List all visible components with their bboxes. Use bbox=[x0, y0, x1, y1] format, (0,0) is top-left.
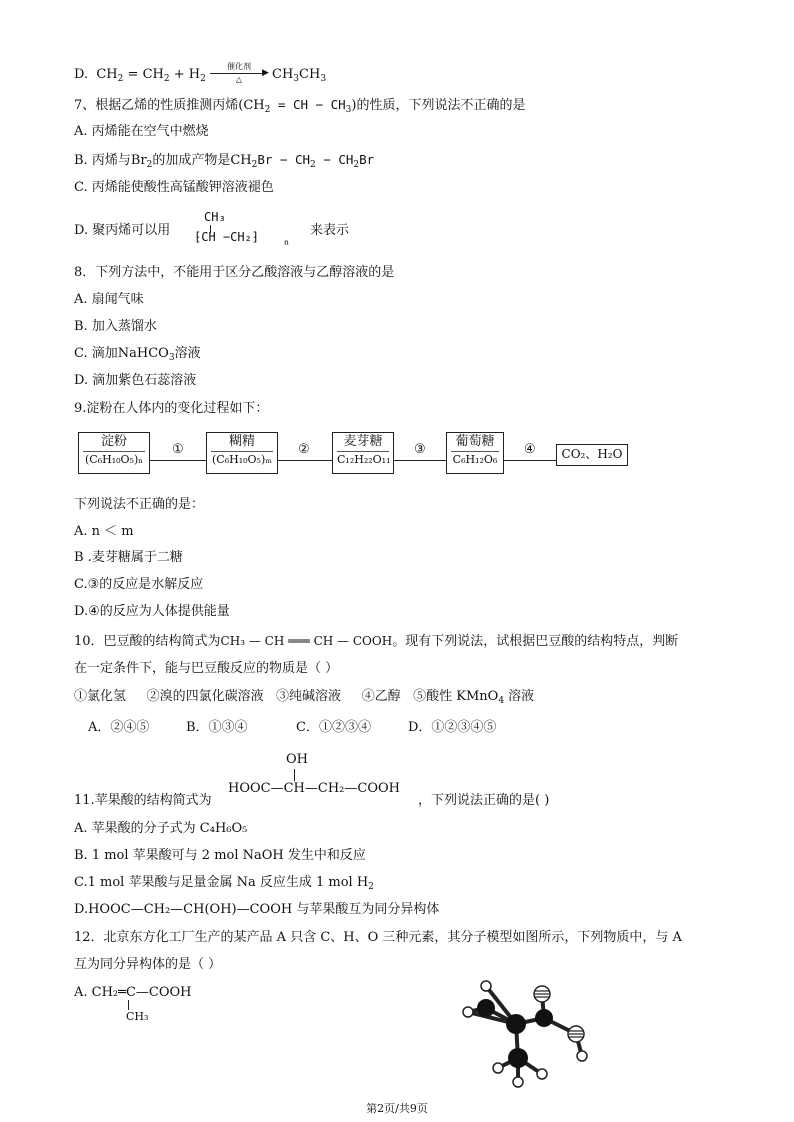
q7-option-d: D. 聚丙烯可以用 bbox=[74, 223, 171, 238]
q12-atom-c bbox=[508, 1048, 528, 1068]
q6d-arrow bbox=[210, 62, 268, 88]
q7-stem-b: = CH − CH bbox=[270, 97, 346, 112]
q7-poly-methyl: CH₃ bbox=[204, 210, 226, 224]
q9-stem: 9.淀粉在人体内的变化过程如下： bbox=[74, 401, 269, 416]
q11-structure bbox=[228, 752, 418, 802]
q9-box-glucose-formula: C₆H₁₂O₆ bbox=[452, 453, 498, 466]
q11-oh-bond bbox=[294, 769, 295, 781]
q12-option-a: A. CH₂═C—COOH bbox=[74, 985, 192, 1000]
q9-box-maltose-name: 麦芽糖 bbox=[343, 434, 383, 449]
q12-atom-h bbox=[537, 1069, 547, 1079]
q9-box-starch bbox=[78, 432, 150, 474]
q12-line1: 12．北京东方化工厂生产的某产品 A 只含 C、H、O 三种元素，其分子模型如图所示，下列物质中，与 A bbox=[74, 930, 682, 945]
q9-option-a: A. n ＜ m bbox=[74, 524, 134, 539]
q7-option-d-end: 来表示 bbox=[310, 223, 350, 238]
q8-c-sub: 3 bbox=[168, 353, 175, 363]
q6d-lhs1-sub: 2 bbox=[117, 74, 124, 84]
q9-step-3: ③ bbox=[414, 442, 426, 457]
q6d-prod1-sub: 3 bbox=[293, 74, 300, 84]
q8-option-c bbox=[74, 345, 201, 363]
q6d-arrow-line bbox=[210, 73, 266, 74]
q9-box-final-text: CO₂、H₂O bbox=[561, 447, 623, 461]
q7-stem-a: 7、根据乙烯的性质推测丙烯(CH bbox=[74, 98, 265, 113]
q11-stem-pre: 11.苹果酸的结构简式为 bbox=[74, 793, 212, 808]
q6d-label: D. bbox=[74, 67, 89, 82]
q12-atom-h bbox=[463, 1007, 473, 1017]
q10-items-sub: 4 bbox=[498, 696, 505, 706]
q7-poly-main: ⁅CH −CH₂⁆ bbox=[194, 230, 260, 244]
q12-line2: 互为同分异构体的是（ ） bbox=[74, 957, 222, 972]
q11-a-pre: A. 苹果酸的分子式为 C bbox=[74, 821, 210, 836]
q6d-lhs2: CH bbox=[142, 67, 164, 82]
q10-choice-b: B．①③④ bbox=[186, 720, 248, 735]
q9-box-maltose bbox=[332, 432, 394, 474]
q7-option-b bbox=[74, 151, 374, 170]
q7-poly-n: n bbox=[284, 238, 289, 247]
q9-arrow-3 bbox=[394, 460, 446, 461]
q9-prompt: 下列说法不正确的是： bbox=[74, 497, 205, 512]
q9-arrow-2 bbox=[278, 460, 332, 461]
q8-option-a: A. 扇闻气味 bbox=[74, 292, 144, 307]
q9-box-dextrin-name: 糊精 bbox=[228, 434, 255, 449]
q11-option-a bbox=[74, 820, 247, 838]
q12-atom-h bbox=[481, 981, 491, 991]
q10-line2: 在一定条件下，能与巴豆酸反应的物质是（ ） bbox=[74, 661, 339, 676]
q7-b-mid: 的加成产物是CH bbox=[152, 153, 252, 168]
q9-box-starch-name: 淀粉 bbox=[100, 434, 127, 449]
q11-oh: OH bbox=[286, 752, 308, 767]
q12-atom-c bbox=[506, 1014, 526, 1034]
q9-option-b: B .麦芽糖属于二糖 bbox=[74, 550, 183, 565]
q9-box-dextrin bbox=[206, 432, 278, 474]
q10-choice-c: C．①②③④ bbox=[296, 720, 371, 735]
q7-stem-sub1: 2 bbox=[264, 105, 271, 115]
q7-stem-sub2: 3 bbox=[345, 105, 352, 115]
q7-option-c: C. 丙烯能使酸性高锰酸钾溶液褪色 bbox=[74, 180, 274, 195]
q12-atom-h bbox=[493, 1063, 503, 1073]
q6d-heat: △ bbox=[235, 75, 243, 84]
q9-box-glucose-name: 葡萄糖 bbox=[455, 434, 495, 449]
q6d-prod2: CH bbox=[299, 67, 321, 82]
q7-polymer-structure bbox=[194, 210, 294, 250]
q10-line1 bbox=[74, 632, 678, 651]
q6d-eq: = bbox=[127, 67, 139, 82]
q6d-lhs1: CH bbox=[96, 67, 118, 82]
q7-b-mid3: − CH bbox=[315, 152, 354, 167]
q9-option-c: C.③的反应是水解反应 bbox=[74, 577, 204, 592]
q7-option-a: A. 丙烯能在空气中燃烧 bbox=[74, 124, 209, 139]
q6d-plus: + bbox=[173, 67, 185, 82]
q8-option-b: B. 加入蒸馏水 bbox=[74, 319, 157, 334]
q11-a-formula: ₄H₆O₅ bbox=[209, 821, 248, 836]
q9-box-dextrin-formula: (C₆H₁₀O₅)ₘ bbox=[212, 453, 272, 466]
q12-atom-c bbox=[535, 1009, 553, 1027]
q7-stem-c: )的性质，下列说法不正确的是 bbox=[351, 98, 526, 113]
q10-items-end: 溶液 bbox=[504, 689, 535, 704]
q10-choice-a: A．②④⑤ bbox=[88, 720, 150, 735]
q11-stem-post: ，下列说法正确的是( ) bbox=[418, 793, 550, 808]
q7-b-pre: B. 丙烯与Br bbox=[74, 153, 147, 168]
q12-atom-h bbox=[577, 1051, 587, 1061]
q9-box-maltose-formula: C₁₂H₂₂O₁₁ bbox=[337, 453, 391, 466]
q9-arrow-1 bbox=[150, 460, 206, 461]
q9-step-1: ① bbox=[172, 442, 184, 457]
q11-option-d: D.HOOC—CH₂—CH(OH)—COOH 与苹果酸互为同分异构体 bbox=[74, 902, 440, 917]
q10-formula: CH₃ — CH ═══ CH — COOH bbox=[220, 634, 393, 648]
q6d-h-sub: 2 bbox=[200, 74, 206, 84]
q9-box-final bbox=[556, 444, 628, 466]
q12-molecule-model bbox=[456, 978, 596, 1088]
q6d-product bbox=[272, 66, 326, 84]
q7-stem bbox=[74, 96, 525, 115]
q9-box-glucose bbox=[446, 432, 504, 474]
q7-b-end: Br bbox=[359, 152, 375, 167]
q6d-lhs2-sub: 2 bbox=[163, 74, 170, 84]
q10-choice-d: D．①②③④⑤ bbox=[408, 720, 497, 735]
q8-c-pre: C. 滴加NaHCO bbox=[74, 346, 169, 361]
q7-b-sub1: 2 bbox=[146, 160, 153, 170]
q11-option-b: B. 1 mol 苹果酸可与 2 mol NaOH 发生中和反应 bbox=[74, 848, 366, 863]
q9-step-2: ② bbox=[298, 442, 310, 457]
q12-option-a-methyl: CH₃ bbox=[126, 1010, 149, 1023]
q6d-arrow-head: ▶ bbox=[262, 68, 269, 78]
q6d-prod1: CH bbox=[272, 67, 294, 82]
q8-c-end: 溶液 bbox=[174, 346, 201, 361]
q7-b-sub3: 2 bbox=[310, 160, 316, 170]
q8-option-d: D. 滴加紫色石蕊溶液 bbox=[74, 373, 197, 388]
q11-main-chain: HOOC—CH—CH₂—COOH bbox=[228, 781, 400, 796]
q10-line1-post: 。现有下列说法，试根据巴豆酸的结构特点，判断 bbox=[392, 634, 679, 649]
q12-atom-h bbox=[513, 1077, 523, 1087]
q10-items-pre: ①氯化氢 ②溴的四氯化碳溶液 ③纯碱溶液 ④乙醇 ⑤酸性 KMnO bbox=[74, 689, 499, 704]
q7-b-mid2: Br − CH bbox=[257, 152, 311, 167]
q9-option-d: D.④的反应为人体提供能量 bbox=[74, 604, 230, 619]
q10-items bbox=[74, 688, 534, 706]
q12-atom-c bbox=[477, 999, 495, 1017]
q8-stem: 8．下列方法中，不能用于区分乙酸溶液与乙醇溶液的是 bbox=[74, 265, 395, 280]
q9-step-4: ④ bbox=[524, 442, 536, 457]
q9-arrow-4 bbox=[504, 460, 556, 461]
q6d-prod2-sub: 3 bbox=[320, 74, 327, 84]
q7-b-sub4: 2 bbox=[353, 160, 360, 170]
q10-line1-pre: 10．巴豆酸的结构简式为 bbox=[74, 634, 221, 649]
q11-c-pre: C.1 mol 苹果酸与足量金属 Na 反应生成 1 mol H bbox=[74, 875, 369, 890]
q6d-catalyst: 催化剂 bbox=[227, 62, 251, 71]
q9-box-starch-formula: (C₆H₁₀O₅)ₙ bbox=[84, 453, 143, 466]
q7-b-sub2: 2 bbox=[251, 160, 258, 170]
q11-c-sub: 2 bbox=[368, 882, 374, 892]
q6d-h: H bbox=[188, 67, 201, 82]
q6-option-d bbox=[74, 66, 206, 84]
q11-option-c bbox=[74, 874, 374, 892]
q6d-equation bbox=[96, 67, 206, 82]
page-footer: 第2页/共9页 bbox=[366, 1102, 428, 1115]
